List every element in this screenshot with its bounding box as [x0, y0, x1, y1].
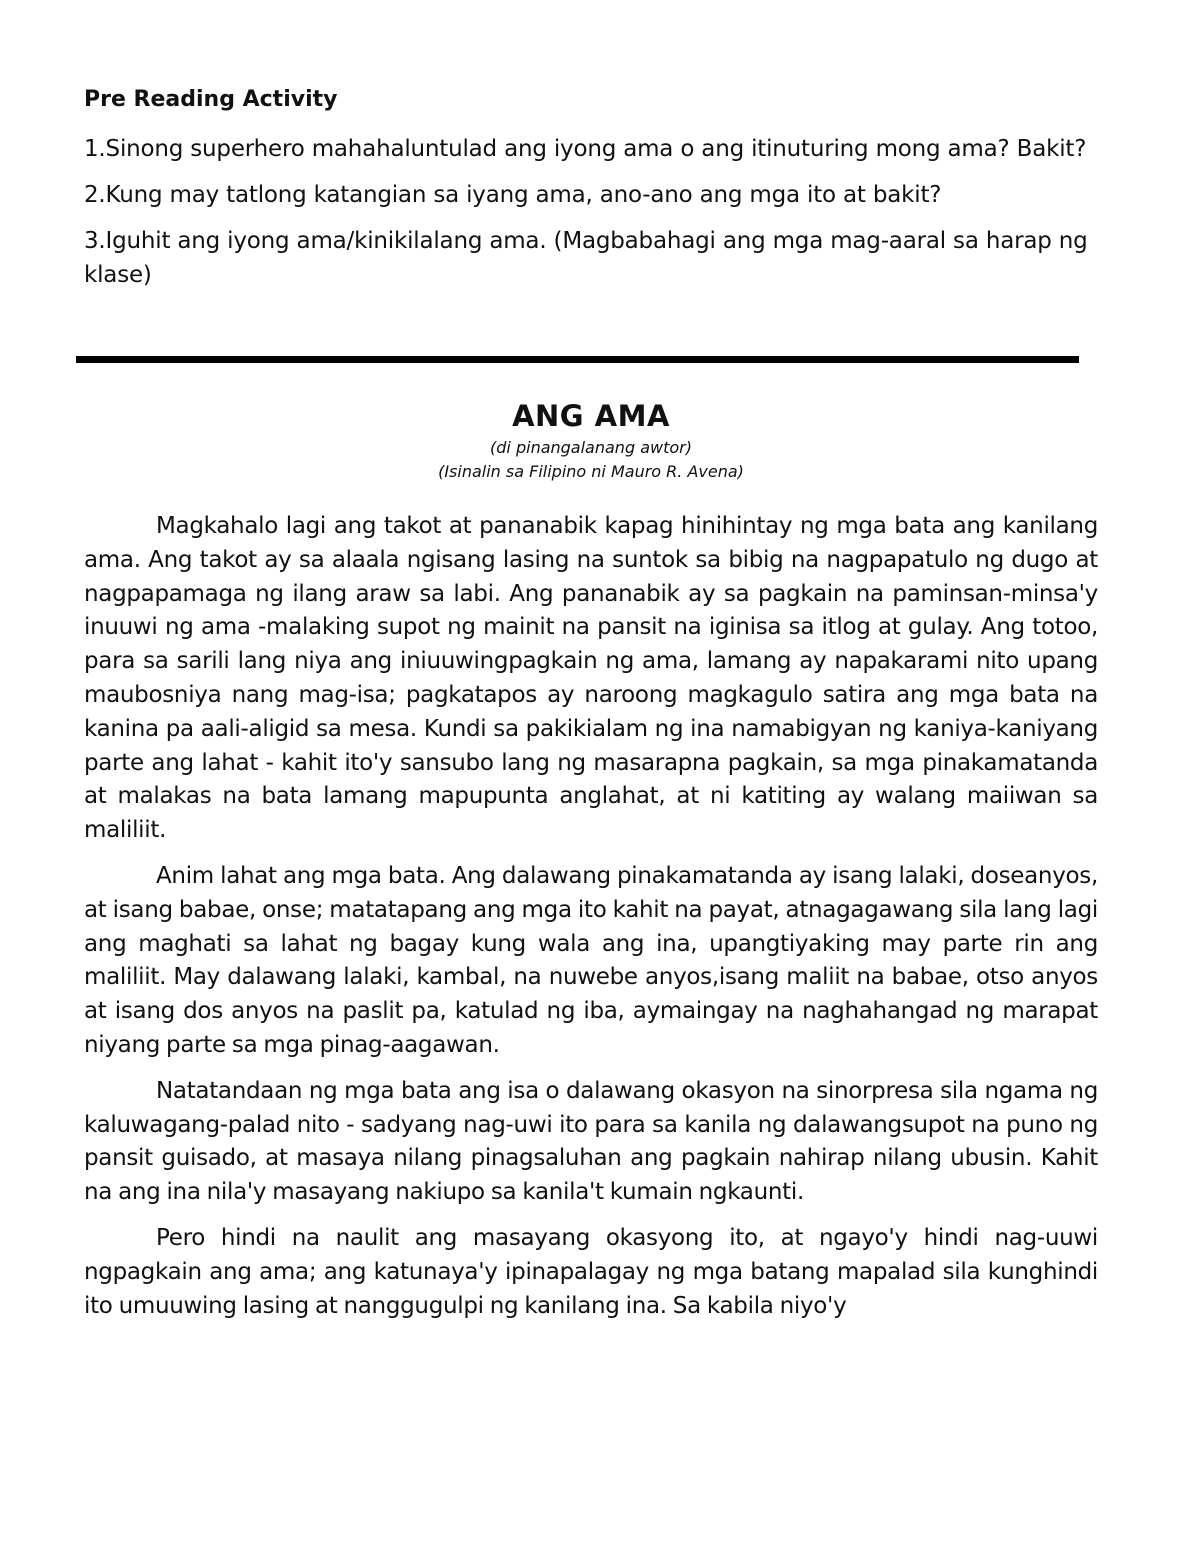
story-body	[84, 510, 1098, 1323]
question-2: 2.Kung may tatlong katangian sa iyang ama, ano-ano ang mga ito at bakit?	[84, 182, 942, 208]
author-note: (di pinangalanang awtor)	[490, 438, 692, 457]
story-title: ANG AMA	[512, 399, 670, 433]
section-divider	[76, 356, 1079, 363]
story-section	[84, 396, 1098, 1335]
story-paragraph: Natatandaan ng mga bata ang isa o dalawang okasyon na sinorpresa sila ngama ng kaluwagang-palad nito - sadyang nag-uwi ito para sa kanila ng dalawangsupot na puno ng pansit guisado, at masaya nilang pinagsaluhan ang pagkain nahirap nilang ubusin. Kahit na ang ina nila'y masayang nakiupo sa kanila't kumain ngkaunti.	[84, 1077, 1098, 1206]
story-paragraph: Pero hindi na naulit ang masayang okasyong ito, at ngayo'y hindi nag-uuwi ngpagkain ang ama; ang katunaya'y ipinapalagay ng mga batang mapalad sila kunghindi ito umuuwing lasing at nanggugulpi ng kanilang ina. Sa kabila niyo'y	[84, 1224, 1098, 1319]
activity-heading: Pre Reading Activity	[84, 87, 338, 112]
question-1: 1.Sinong superhero mahahaluntulad ang iyong ama o ang itinuturing mong ama? Bakit?	[84, 136, 1087, 162]
story-paragraph: Anim lahat ang mga bata. Ang dalawang pinakamatanda ay isang lalaki, doseanyos, at isang babae, onse; matatapang ang mga ito kahit na payat, atnagagawang sila lang lagi ang maghati sa lahat ng bagay kung wala ang ina, upangtiyaking may parte rin ang maliliit. May dalawang lalaki, kambal, na nuwebe anyos,isang maliit na babae, otso anyos at isang dos anyos na paslit pa, katulad ng iba, aymaingay na naghahangad ng marapat niyang parte sa mga pinag-aagawan.	[84, 862, 1098, 1058]
translator-note: (Isinalin sa Filipino ni Mauro R. Avena)	[438, 462, 744, 481]
question-3: 3.Iguhit ang iyong ama/kinikilalang ama. (Magbabahagi ang mga mag-aaral sa harap ng klase)	[84, 228, 1088, 288]
pre-reading-section	[84, 84, 1098, 304]
story-paragraph: Magkahalo lagi ang takot at pananabik kapag hinihintay ng mga bata ang kanilang ama. Ang takot ay sa alaala ngisang lasing na suntok sa bibig na nagpapatulo ng dugo at nagpapamaga ng ilang araw sa labi. Ang pananabik ay sa pagkain na paminsan-minsa'y inuuwi ng ama -malaking supot ng mainit na pansit na iginisa sa itlog at gulay. Ang totoo, para sa sarili lang niya ang iniuuwingpagkain ng ama, lamang ay napakarami nito upang maubosniya nang mag-isa; pagkatapos ay naroong magkagulo satira ang mga bata na kanina pa aali-aligid sa mesa. Kundi sa pakikialam ng ina namabigyan ng kaniya-kaniyang parte ang lahat - kahit ito'y sansubo lang ng masarapna pagkain, sa mga pinakamatanda at malakas na bata lamang mapupunta anglahat, at ni katiting ay walang maiiwan sa maliliit.	[84, 513, 1098, 844]
